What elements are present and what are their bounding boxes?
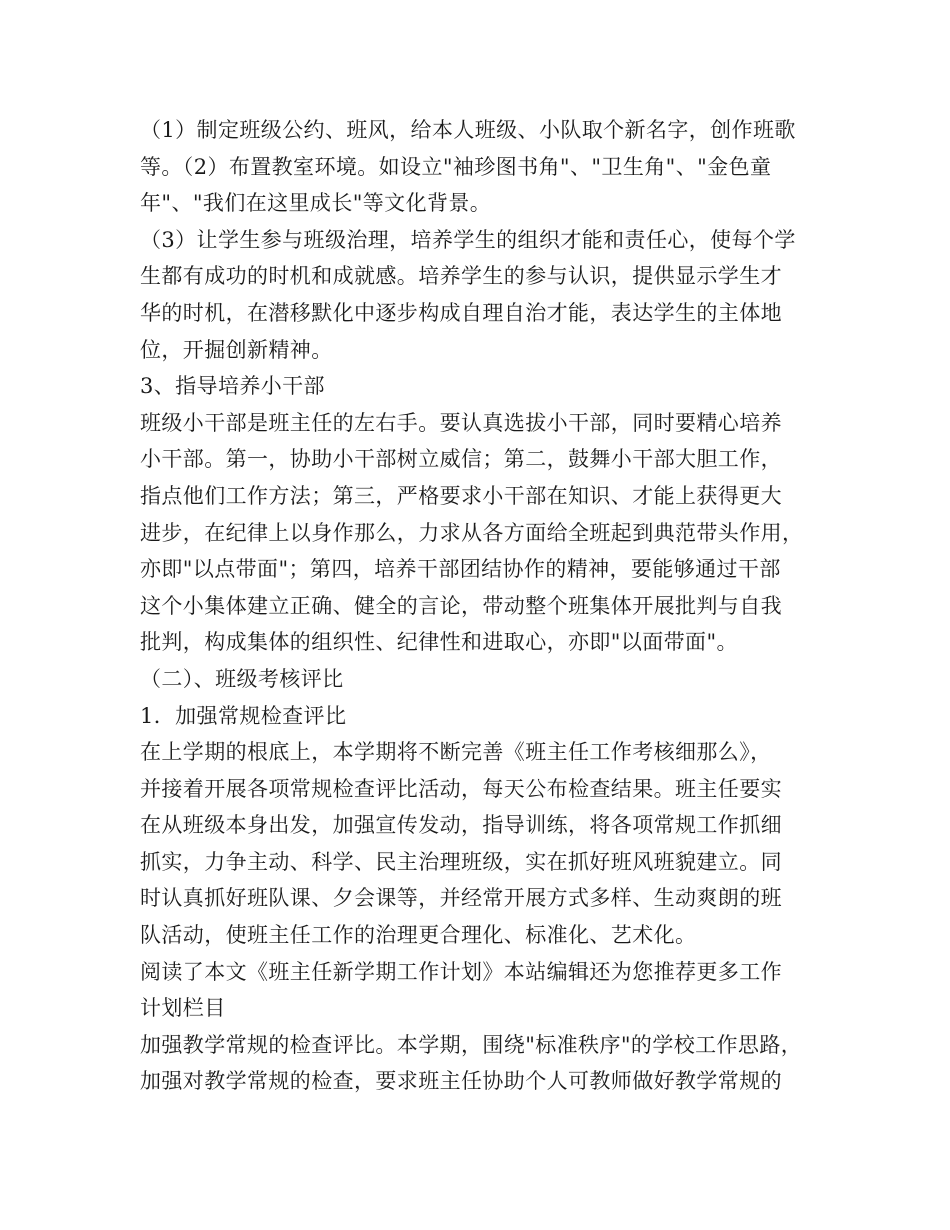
text-line: 加强教学常规的检查评比。本学期，围绕"标准秩序"的学校工作思路，: [140, 1032, 803, 1057]
text-line: 华的时机，在潜移默化中逐步构成自理自治才能，表达学生的主体地: [140, 300, 782, 325]
text-line: 进步，在纪律上以身作那么，力求从各方面给全班起到典范带头作用，: [140, 520, 804, 545]
text-line: （3）让学生参与班级治理，培养学生的组织才能和责任心，使每个学: [140, 227, 796, 252]
text-line: 这个小集体建立正确、健全的言论，带动整个班集体开展批判与自我: [140, 593, 782, 618]
text-line: 生都有成功的时机和成就感。培养学生的参与认识，提供显示学生才: [140, 264, 782, 289]
text-line: 亦即"以点带面"；第四，培养干部团结协作的精神，要能够通过干部: [140, 557, 781, 582]
text-line: 在从班级本身出发，加强宣传发动，指导训练，将各项常规工作抓细: [140, 813, 782, 838]
text-line: 年"、"我们在这里成长"等文化背景。: [140, 191, 492, 216]
text-line: 指点他们工作方法；第三，严格要求小干部在知识、才能上获得更大: [140, 483, 782, 508]
text-line: 抓实，力争主动、科学、民主治理班级，实在抓好班风班貌建立。同: [140, 849, 782, 874]
text-line: 位，开掘创新精神。: [140, 337, 333, 362]
text-line: 队活动，使班主任工作的治理更合理化、标准化、艺术化。: [140, 923, 697, 948]
text-line: 加强对教学常规的检查，要求班主任协助个人可教师做好教学常规的: [140, 1069, 782, 1094]
document-body: [140, 112, 840, 1100]
text-line: 在上学期的根底上，本学期将不断完善《班主任工作考核细那么》，: [140, 740, 772, 765]
text-line: 等。（2）布置教室环境。如设立"袖珍图书角"、"卫生角"、"金色童: [140, 154, 772, 179]
text-line: 小干部。第一，协助小干部树立威信；第二，鼓舞小干部大胆工作，: [140, 447, 782, 472]
text-line: 班级小干部是班主任的左右手。要认真选拔小干部，同时要精心培养: [140, 410, 782, 435]
text-line: 并接着开展各项常规检查评比活动，每天公布检查结果。班主任要实: [140, 776, 782, 801]
section-heading: （二）、班级考核评比: [140, 666, 344, 691]
subsection-heading: 1．加强常规检查评比: [140, 703, 347, 728]
text-line: 阅读了本文《班主任新学期工作计划》本站编辑还为您推荐更多工作: [140, 959, 782, 984]
section-heading: 3、指导培养小干部: [140, 374, 325, 399]
text-line: 时认真抓好班队课、夕会课等，并经常开展方式多样、生动爽朗的班: [140, 886, 782, 911]
text-line: （1）制定班级公约、班风，给本人班级、小队取个新名字，创作班歌: [140, 118, 796, 142]
text-line: 计划栏目: [140, 996, 226, 1021]
text-line: 批判，构成集体的组织性、纪律性和进取心，亦即"以面带面"。: [140, 630, 738, 655]
